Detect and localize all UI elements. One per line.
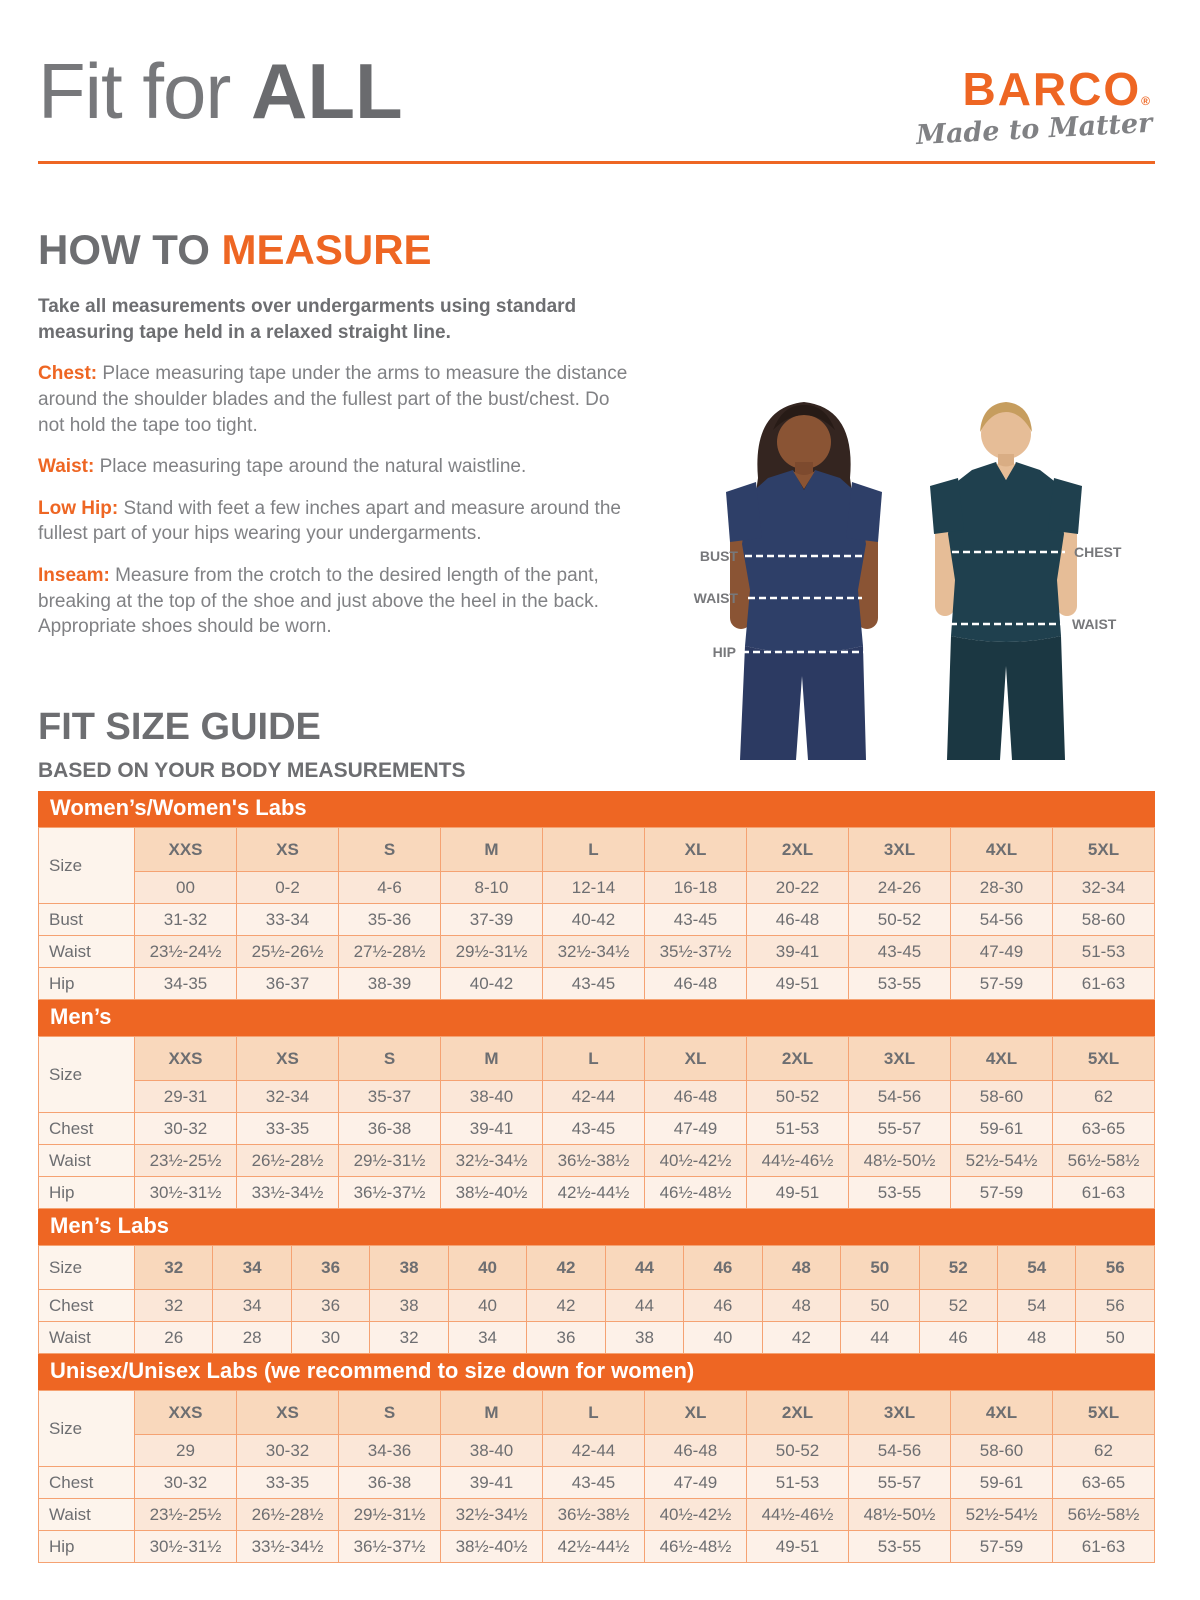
brand-logo — [914, 63, 1153, 152]
table-cell: 38½-40½ — [441, 1531, 543, 1563]
table-cell: 32 — [370, 1322, 448, 1354]
row-label: Waist — [39, 1145, 135, 1177]
size-table-title: Men’s Labs — [38, 1209, 1155, 1245]
waist-label-right: WAIST — [1072, 616, 1117, 632]
table-cell: 49-51 — [747, 968, 849, 1000]
table-cell: 4-6 — [339, 872, 441, 904]
row-label: Waist — [39, 1499, 135, 1531]
table-row — [39, 1113, 1155, 1145]
row-label: Size — [39, 1246, 135, 1290]
table-header-row — [39, 828, 1155, 872]
size-header-cell: 50 — [841, 1246, 919, 1290]
table-cell: 40 — [684, 1322, 762, 1354]
table-cell: 46½-48½ — [645, 1531, 747, 1563]
table-cell: 43-45 — [543, 968, 645, 1000]
table-cell: 38 — [605, 1322, 683, 1354]
table-cell: 61-63 — [1053, 1177, 1155, 1209]
table-cell: 55-57 — [849, 1467, 951, 1499]
table-cell: 49-51 — [747, 1531, 849, 1563]
page-header — [0, 0, 1200, 152]
table-cell: 58-60 — [951, 1435, 1053, 1467]
size-header-cell: 4XL — [951, 1391, 1053, 1435]
size-header-cell: 44 — [605, 1246, 683, 1290]
size-table — [38, 1000, 1155, 1209]
table-cell: 32 — [135, 1290, 213, 1322]
size-header-cell: S — [339, 1391, 441, 1435]
size-table — [38, 791, 1155, 1000]
table-row — [39, 1435, 1155, 1467]
table-cell: 57-59 — [951, 1531, 1053, 1563]
size-header-cell: 5XL — [1053, 828, 1155, 872]
table-cell: 38-39 — [339, 968, 441, 1000]
table-row — [39, 1467, 1155, 1499]
header-divider — [38, 161, 1155, 164]
table-cell: 46-48 — [747, 904, 849, 936]
table-cell: 25½-26½ — [237, 936, 339, 968]
table-cell: 38 — [370, 1290, 448, 1322]
table-cell: 31-32 — [135, 904, 237, 936]
fit-size-guide-subtitle: BASED ON YOUR BODY MEASUREMENTS — [38, 759, 466, 783]
table-cell: 54-56 — [849, 1435, 951, 1467]
table-header-row — [39, 1246, 1155, 1290]
size-header-cell: 38 — [370, 1246, 448, 1290]
table-cell: 46-48 — [645, 1435, 747, 1467]
table-cell: 59-61 — [951, 1467, 1053, 1499]
size-header-cell: S — [339, 1037, 441, 1081]
table-cell: 32½-34½ — [441, 1145, 543, 1177]
table-cell: 40½-42½ — [645, 1499, 747, 1531]
table-cell: 46-48 — [645, 968, 747, 1000]
table-cell: 40½-42½ — [645, 1145, 747, 1177]
table-cell: 42 — [527, 1290, 605, 1322]
table-cell: 23½-25½ — [135, 1499, 237, 1531]
table-header-row — [39, 1391, 1155, 1435]
table-cell: 39-41 — [441, 1467, 543, 1499]
table-cell: 59-61 — [951, 1113, 1053, 1145]
size-table-title: Women’s/Women's Labs — [38, 791, 1155, 827]
size-header-cell: 3XL — [849, 828, 951, 872]
waist-label-left: WAIST — [693, 590, 738, 606]
row-label: Waist — [39, 936, 135, 968]
table-cell: 29½-31½ — [339, 1499, 441, 1531]
size-header-cell: 34 — [213, 1246, 291, 1290]
table-cell: 26½-28½ — [237, 1145, 339, 1177]
table-cell: 49-51 — [747, 1177, 849, 1209]
table-cell: 33-35 — [237, 1467, 339, 1499]
table-cell: 35-36 — [339, 904, 441, 936]
table-cell: 61-63 — [1053, 1531, 1155, 1563]
table-cell: 34 — [448, 1322, 526, 1354]
size-header-cell: 42 — [527, 1246, 605, 1290]
size-header-cell: 2XL — [747, 1037, 849, 1081]
table-row — [39, 1290, 1155, 1322]
row-label: Bust — [39, 904, 135, 936]
how-to-measure-title: HOW TO MEASURE — [38, 226, 432, 273]
table-cell: 42½-44½ — [543, 1531, 645, 1563]
size-table-title: Unisex/Unisex Labs (we recommend to size down for women) — [38, 1354, 1155, 1390]
table-cell: 63-65 — [1053, 1113, 1155, 1145]
table-cell: 53-55 — [849, 1531, 951, 1563]
table-cell: 32½-34½ — [543, 936, 645, 968]
measure-intro: Take all measurements over undergarments using standard measuring tape held in a relaxed straight line. — [38, 296, 577, 343]
measure-item-inseam: Inseam: Measure from the crotch to the desired length of the pant, breaking at the top of the shoe and just above the heel in the back. Appropriate shoes should be worn. — [38, 565, 599, 638]
size-header-cell: XL — [645, 1391, 747, 1435]
table-cell: 51-53 — [1053, 936, 1155, 968]
brand-name: BARCO® — [962, 63, 1152, 115]
row-label: Size — [39, 1037, 135, 1113]
table-cell: 36½-37½ — [339, 1177, 441, 1209]
table-cell: 38-40 — [441, 1081, 543, 1113]
chest-label: CHEST — [1074, 544, 1122, 560]
row-label: Waist — [39, 1322, 135, 1354]
table-cell: 50-52 — [747, 1435, 849, 1467]
table-cell: 8-10 — [441, 872, 543, 904]
table-cell: 26½-28½ — [237, 1499, 339, 1531]
size-header-cell: 48 — [762, 1246, 840, 1290]
table-cell: 42-44 — [543, 1081, 645, 1113]
table-row — [39, 1177, 1155, 1209]
table-cell: 43-45 — [543, 1113, 645, 1145]
table-row — [39, 1145, 1155, 1177]
table-cell: 61-63 — [1053, 968, 1155, 1000]
table-cell: 52 — [919, 1290, 997, 1322]
table-cell: 36-38 — [339, 1113, 441, 1145]
table-cell: 00 — [135, 872, 237, 904]
size-header-cell: XS — [237, 828, 339, 872]
table-cell: 62 — [1053, 1435, 1155, 1467]
table-cell: 44½-46½ — [747, 1499, 849, 1531]
page-title-light: Fit for — [38, 47, 252, 135]
table-cell: 33-34 — [237, 904, 339, 936]
table-cell: 54-56 — [849, 1081, 951, 1113]
table-cell: 40 — [448, 1290, 526, 1322]
row-label: Chest — [39, 1290, 135, 1322]
size-header-cell: 32 — [135, 1246, 213, 1290]
size-header-cell: 4XL — [951, 1037, 1053, 1081]
size-header-cell: 2XL — [747, 828, 849, 872]
table-cell: 47-49 — [645, 1113, 747, 1145]
size-header-cell: 54 — [997, 1246, 1075, 1290]
table-cell: 30½-31½ — [135, 1177, 237, 1209]
table-cell: 48 — [997, 1322, 1075, 1354]
table-cell: 34-35 — [135, 968, 237, 1000]
table-cell: 50-52 — [849, 904, 951, 936]
table-row — [39, 1322, 1155, 1354]
size-header-cell: 40 — [448, 1246, 526, 1290]
table-cell: 46½-48½ — [645, 1177, 747, 1209]
table-cell: 29½-31½ — [441, 936, 543, 968]
table-cell: 44½-46½ — [747, 1145, 849, 1177]
table-cell: 23½-24½ — [135, 936, 237, 968]
table-cell: 36½-38½ — [543, 1145, 645, 1177]
size-table — [38, 1354, 1155, 1563]
measure-item-chest: Chest: Place measuring tape under the arms to measure the distance around the shoulder blades and the fullest part of the bust/chest. Do not hold the tape too tight. — [38, 363, 628, 436]
table-header-row — [39, 1037, 1155, 1081]
bust-label: BUST — [699, 548, 738, 564]
table-cell: 62 — [1053, 1081, 1155, 1113]
table-cell: 30½-31½ — [135, 1531, 237, 1563]
table-cell: 56½-58½ — [1053, 1499, 1155, 1531]
size-header-cell: L — [543, 1391, 645, 1435]
table-row — [39, 1531, 1155, 1563]
row-label: Hip — [39, 1177, 135, 1209]
table-cell: 44 — [605, 1290, 683, 1322]
table-row — [39, 1081, 1155, 1113]
size-header-cell: 36 — [291, 1246, 369, 1290]
table-cell: 36-38 — [339, 1467, 441, 1499]
table-cell: 30-32 — [135, 1467, 237, 1499]
size-header-cell: M — [441, 828, 543, 872]
table-cell: 38-40 — [441, 1435, 543, 1467]
table-cell: 24-26 — [849, 872, 951, 904]
table-cell: 29-31 — [135, 1081, 237, 1113]
table-cell: 48 — [762, 1290, 840, 1322]
table-cell: 42 — [762, 1322, 840, 1354]
table-cell: 33½-34½ — [237, 1177, 339, 1209]
table-cell: 58-60 — [1053, 904, 1155, 936]
table-cell: 42-44 — [543, 1435, 645, 1467]
table-cell: 35½-37½ — [645, 936, 747, 968]
table-cell: 38½-40½ — [441, 1177, 543, 1209]
table-cell: 29½-31½ — [339, 1145, 441, 1177]
table-cell: 46-48 — [645, 1081, 747, 1113]
fit-models-illustration — [652, 382, 1160, 762]
table-cell: 33-35 — [237, 1113, 339, 1145]
table-cell: 57-59 — [951, 968, 1053, 1000]
size-header-cell: 5XL — [1053, 1391, 1155, 1435]
table-cell: 36-37 — [237, 968, 339, 1000]
measure-item-low-hip: Low Hip: Stand with feet a few inches apart and measure around the fullest part of your hips wearing your undergarments. — [38, 497, 621, 545]
table-cell: 56 — [1076, 1290, 1155, 1322]
table-cell: 51-53 — [747, 1467, 849, 1499]
table-cell: 56½-58½ — [1053, 1145, 1155, 1177]
row-label: Chest — [39, 1467, 135, 1499]
table-cell: 50-52 — [747, 1081, 849, 1113]
table-cell: 29 — [135, 1435, 237, 1467]
size-header-cell: M — [441, 1037, 543, 1081]
size-header-cell: XL — [645, 1037, 747, 1081]
table-cell: 20-22 — [747, 872, 849, 904]
table-cell: 44 — [841, 1322, 919, 1354]
size-header-cell: 4XL — [951, 828, 1053, 872]
size-table — [38, 1209, 1155, 1354]
table-cell: 23½-25½ — [135, 1145, 237, 1177]
table-cell: 48½-50½ — [849, 1499, 951, 1531]
table-cell: 27½-28½ — [339, 936, 441, 968]
table-cell: 46 — [919, 1322, 997, 1354]
table-cell: 48½-50½ — [849, 1145, 951, 1177]
table-cell: 58-60 — [951, 1081, 1053, 1113]
size-header-cell: XS — [237, 1037, 339, 1081]
table-cell: 43-45 — [849, 936, 951, 968]
models-illustration-svg — [652, 382, 1160, 762]
size-header-cell: XXS — [135, 828, 237, 872]
table-cell: 28-30 — [951, 872, 1053, 904]
table-cell: 32½-34½ — [441, 1499, 543, 1531]
table-row — [39, 936, 1155, 968]
table-cell: 39-41 — [747, 936, 849, 968]
table-cell: 51-53 — [747, 1113, 849, 1145]
size-header-cell: 52 — [919, 1246, 997, 1290]
table-cell: 54 — [997, 1290, 1075, 1322]
table-cell: 47-49 — [645, 1467, 747, 1499]
size-header-cell: XXS — [135, 1391, 237, 1435]
measure-item-waist: Waist: Place measuring tape around the natural waistline. — [38, 456, 527, 478]
size-header-cell: 5XL — [1053, 1037, 1155, 1081]
table-cell: 36½-38½ — [543, 1499, 645, 1531]
table-cell: 53-55 — [849, 1177, 951, 1209]
table-row — [39, 1499, 1155, 1531]
table-cell: 50 — [1076, 1322, 1155, 1354]
registered-trademark-icon: ® — [1141, 94, 1152, 108]
size-header-cell: 46 — [684, 1246, 762, 1290]
row-label: Hip — [39, 968, 135, 1000]
table-cell: 26 — [135, 1322, 213, 1354]
table-cell: 42½-44½ — [543, 1177, 645, 1209]
size-header-cell: 3XL — [849, 1391, 951, 1435]
table-cell: 32-34 — [237, 1081, 339, 1113]
table-cell: 34-36 — [339, 1435, 441, 1467]
how-to-measure-section — [0, 226, 630, 640]
size-header-cell: XS — [237, 1391, 339, 1435]
table-cell: 28 — [213, 1322, 291, 1354]
table-cell: 30-32 — [135, 1113, 237, 1145]
man-figure — [930, 402, 1082, 760]
page-title — [38, 47, 403, 135]
table-cell: 36 — [527, 1322, 605, 1354]
table-row — [39, 968, 1155, 1000]
table-cell: 52½-54½ — [951, 1145, 1053, 1177]
table-cell: 47-49 — [951, 936, 1053, 968]
table-cell: 0-2 — [237, 872, 339, 904]
size-tables — [38, 791, 1155, 1563]
size-table-title: Men’s — [38, 1000, 1155, 1036]
table-cell: 35-37 — [339, 1081, 441, 1113]
size-header-cell: XL — [645, 828, 747, 872]
size-header-cell: M — [441, 1391, 543, 1435]
table-cell: 43-45 — [645, 904, 747, 936]
table-cell: 46 — [684, 1290, 762, 1322]
row-label: Chest — [39, 1113, 135, 1145]
size-header-cell: 3XL — [849, 1037, 951, 1081]
row-label: Size — [39, 828, 135, 904]
table-cell: 30 — [291, 1322, 369, 1354]
size-header-cell: S — [339, 828, 441, 872]
table-cell: 36 — [291, 1290, 369, 1322]
size-header-cell: 56 — [1076, 1246, 1155, 1290]
table-cell: 52½-54½ — [951, 1499, 1053, 1531]
table-cell: 57-59 — [951, 1177, 1053, 1209]
page-title-bold: ALL — [251, 47, 403, 135]
table-cell: 32-34 — [1053, 872, 1155, 904]
table-cell: 36½-37½ — [339, 1531, 441, 1563]
row-label: Size — [39, 1391, 135, 1467]
table-cell: 37-39 — [441, 904, 543, 936]
table-cell: 40-42 — [543, 904, 645, 936]
table-row — [39, 872, 1155, 904]
table-row — [39, 904, 1155, 936]
table-cell: 16-18 — [645, 872, 747, 904]
size-header-cell: XXS — [135, 1037, 237, 1081]
table-cell: 55-57 — [849, 1113, 951, 1145]
table-cell: 40-42 — [441, 968, 543, 1000]
table-cell: 63-65 — [1053, 1467, 1155, 1499]
row-label: Hip — [39, 1531, 135, 1563]
hip-label: HIP — [712, 644, 736, 660]
woman-figure — [726, 402, 882, 760]
size-header-cell: 2XL — [747, 1391, 849, 1435]
table-cell: 50 — [841, 1290, 919, 1322]
table-cell: 53-55 — [849, 968, 951, 1000]
table-cell: 43-45 — [543, 1467, 645, 1499]
table-cell: 12-14 — [543, 872, 645, 904]
table-cell: 34 — [213, 1290, 291, 1322]
table-cell: 54-56 — [951, 904, 1053, 936]
size-header-cell: L — [543, 1037, 645, 1081]
brand-tagline: Made to Matter — [914, 107, 1153, 152]
table-cell: 33½-34½ — [237, 1531, 339, 1563]
size-header-cell: L — [543, 828, 645, 872]
table-cell: 30-32 — [237, 1435, 339, 1467]
fit-size-guide-title: FIT SIZE GUIDE — [38, 706, 321, 749]
table-cell: 39-41 — [441, 1113, 543, 1145]
